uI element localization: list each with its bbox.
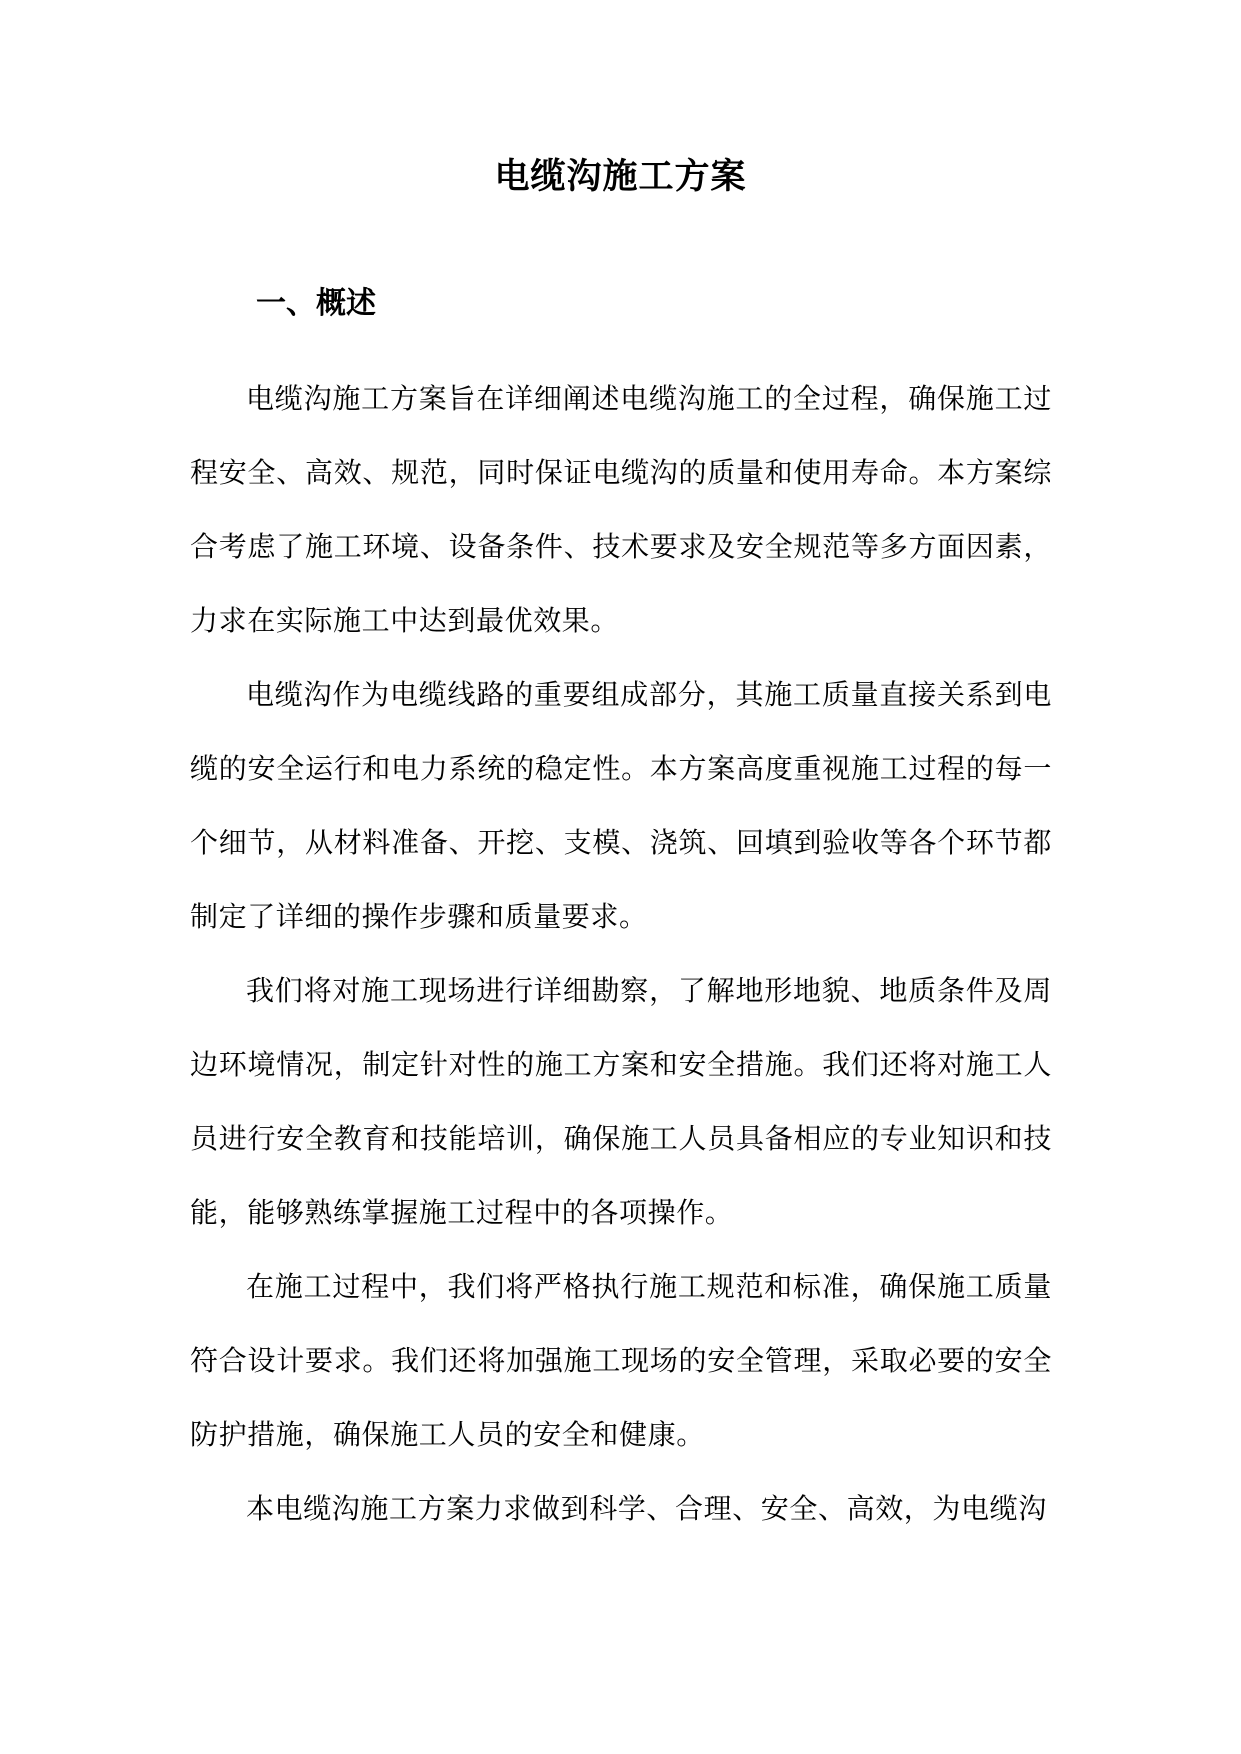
body-paragraph: 我们将对施工现场进行详细勘察，了解地形地貌、地质条件及周边环境情况，制定针对性的施工方案和安全措施。我们还将对施工人员进行安全教育和技能培训，确保施工人员具备相应的专业知识和技能，能够熟练掌握施工过程中的各项操作。 <box>190 974 1052 1229</box>
body-paragraph: 本电缆沟施工方案力求做到科学、合理、安全、高效，为电缆沟 <box>246 1492 1047 1525</box>
body-paragraph: 电缆沟作为电缆线路的重要组成部分，其施工质量直接关系到电缆的安全运行和电力系统的稳定性。本方案高度重视施工过程的每一个细节，从材料准备、开挖、支模、浇筑、回填到验收等各个环节都制定了详细的操作步骤和质量要求。 <box>190 678 1052 933</box>
section-heading-overview: 一、概述 <box>256 286 376 321</box>
body-paragraph: 在施工过程中，我们将严格执行施工规范和标准，确保施工质量符合设计要求。我们还将加强施工现场的安全管理，采取必要的安全防护措施，确保施工人员的安全和健康。 <box>190 1270 1052 1451</box>
section-body-overview <box>190 362 1052 1546</box>
document-title: 电缆沟施工方案 <box>494 157 747 197</box>
body-paragraph: 电缆沟施工方案旨在详细阐述电缆沟施工的全过程，确保施工过程安全、高效、规范，同时保证电缆沟的质量和使用寿命。本方案综合考虑了施工环境、设备条件、技术要求及安全规范等多方面因素，力求在实际施工中达到最优效果。 <box>190 382 1052 637</box>
